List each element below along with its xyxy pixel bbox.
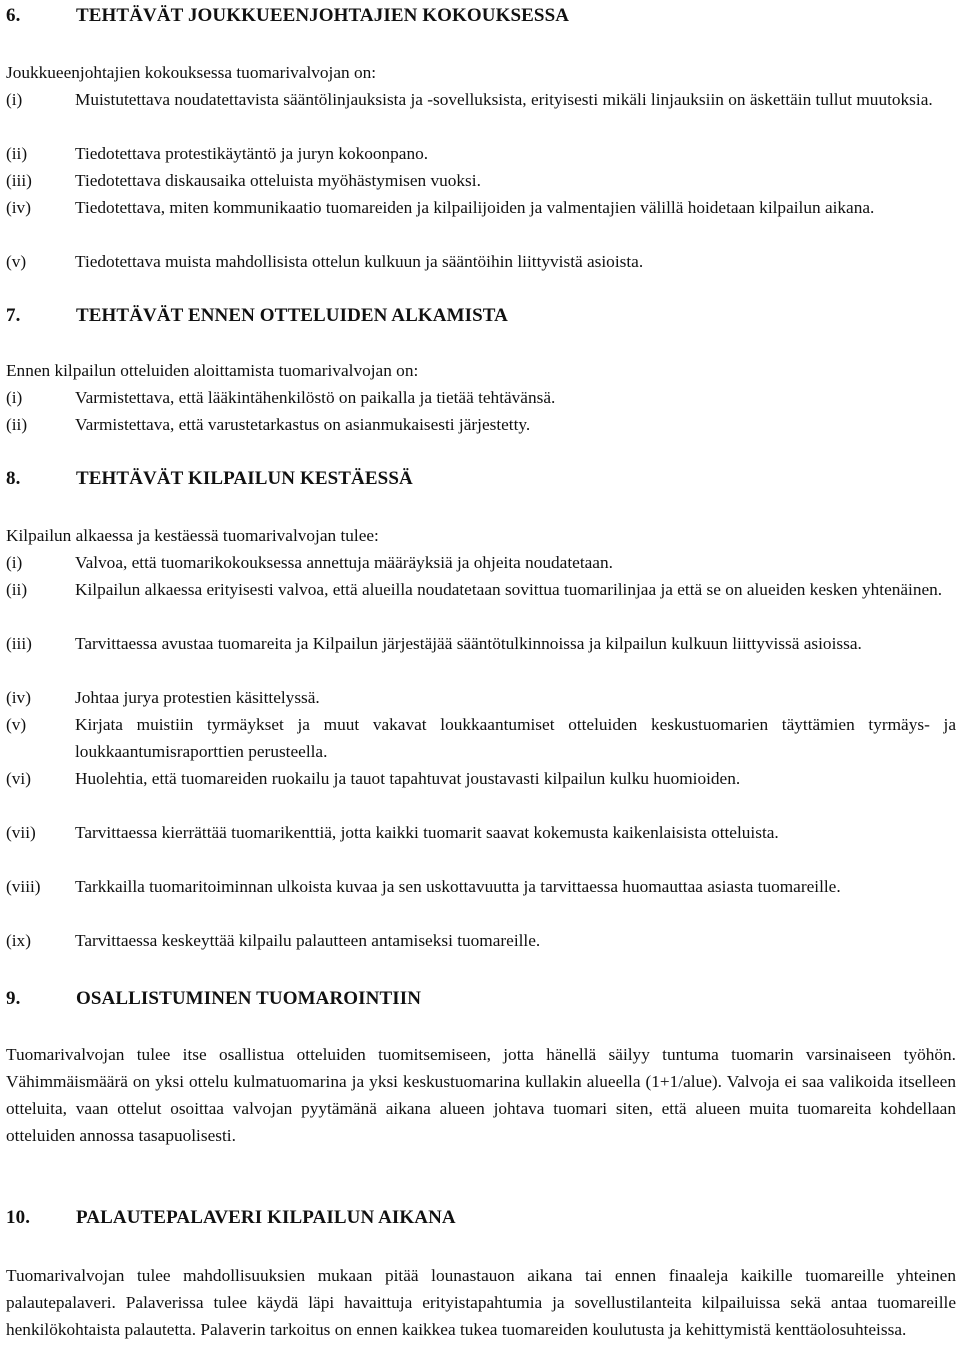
list-item-text: Tiedotettava muista mahdollisista ottelun kulkuun ja sääntöihin liittyvistä asioista. [75,252,644,271]
list-item [6,630,956,657]
list-item-text: Varmistettava, että lääkintähenkilöstö on paikalla ja tietää tehtävänsä. [75,388,556,407]
list-item-label: (ix) [6,931,31,950]
list-item-text: Tarkkailla tuomaritoiminnan ulkoista kuvaa ja sen uskottavuutta ja tarvittaessa huomauttaa asiasta tuomareille. [75,877,841,896]
section-intro: Kilpailun alkaessa ja kestäessä tuomarivalvojan tulee: [6,526,379,545]
section-number: 10. [6,1207,31,1228]
list-item [6,194,956,221]
list-item-label: (ii) [6,415,28,434]
list-item-label: (i) [6,90,23,109]
list-item-text: Tarvittaessa avustaa tuomareita ja Kilpailun järjestäjää sääntötulkinnoissa ja kilpailun kulkuun liittyvissä asioissa. [75,634,862,653]
list-item-text: Muistutettava noudatettavista sääntölinjauksista ja -sovelluksista, erityisesti mikäli linjauksiin on äskettäin tullut muutoksia. [75,90,933,109]
section-title: TEHTÄVÄT KILPAILUN KESTÄESSÄ [76,468,413,489]
list-item-label: (iv) [6,688,31,707]
section-title: TEHTÄVÄT ENNEN OTTELUIDEN ALKAMISTA [76,305,508,326]
list-item [6,384,956,411]
section-number: 9. [6,988,21,1009]
section-number: 7. [6,305,21,326]
list-item-text: Kilpailun alkaessa erityisesti valvoa, että alueilla noudatetaan sovittua tuomarilinjaa ja että se on alueiden kesken yhtenäinen. [75,580,943,599]
list-item-text: Tiedotettava, miten kommunikaatio tuomareiden ja kilpailijoiden ja valmentajien välillä hoidetaan kilpailun aikana. [75,198,875,217]
list-item [6,684,956,711]
section-heading-8 [6,465,413,492]
list-item-label: (ii) [6,144,28,163]
list-item [6,86,956,113]
section-heading-6 [6,2,569,29]
list-item-text: Valvoa, että tuomarikokouksessa annettuja määräyksiä ja ohjeita noudatetaan. [75,553,613,572]
section-intro: Ennen kilpailun otteluiden aloittamista tuomarivalvojan on: [6,361,419,380]
section-number: 8. [6,468,21,489]
list-item-label: (ii) [6,580,28,599]
list-item-label: (iv) [6,198,31,217]
list-item-text: Kirjata muistiin tyrmäykset ja muut vakavat loukkaantumiset otteluiden keskustuomarien täyttämien tyrmäys- ja loukkaantumisraporttien perusteella. [75,715,956,761]
list-item [6,411,956,438]
list-item-text: Tiedotettava diskausaika otteluista myöhästymisen vuoksi. [75,171,481,190]
list-item-label: (v) [6,715,27,734]
section-title: OSALLISTUMINEN TUOMAROINTIIN [76,988,422,1009]
list-item [6,819,956,846]
list-item-label: (vi) [6,769,31,788]
list-item [6,711,956,765]
list-item-text: Tiedotettava protestikäytäntö ja juryn kokoonpano. [75,144,429,163]
section-heading-9 [6,985,421,1012]
list-item-text: Varmistettava, että varustetarkastus on asianmukaisesti järjestetty. [75,415,531,434]
list-item-label: (vii) [6,823,36,842]
list-item [6,873,956,900]
list-item [6,765,956,792]
list-item-label: (iii) [6,171,32,190]
list-item-text: Huolehtia, että tuomareiden ruokailu ja tauot tapahtuvat joustavasti kilpailun kulku huomioiden. [75,769,741,788]
section-intro: Joukkueenjohtajien kokouksessa tuomarivalvojan on: [6,63,377,82]
list-item-text: Johtaa jurya protestien käsittelyssä. [75,688,320,707]
list-item-label: (i) [6,388,23,407]
section-paragraph: Tuomarivalvojan tulee mahdollisuuksien mukaan pitää lounastauon aikana tai ennen finaaleja kaikille tuomareille yhteinen palautepalaveri. Palaverissa tulee käydä läpi havaittuja erityistapahtumia ja sovellustilanteita kilpailuissa sekä antaa tuomareille henkilökohtaista palautetta. Palaverin tarkoitus on ennen kaikkea tukea tuomareiden koulutusta ja kehittymistä kenttäolosuhteissa. [6,1266,956,1339]
section-heading-7 [6,302,508,329]
list-item-text: Tarvittaessa keskeyttää kilpailu palautteen antamiseksi tuomareille. [75,931,541,950]
list-item [6,927,956,954]
list-item [6,140,956,167]
section-number: 6. [6,5,21,26]
section-heading-10 [6,1204,456,1231]
list-item [6,576,956,603]
list-item-text: Tarvittaessa kierrättää tuomarikenttiä, jotta kaikki tuomarit saavat kokemusta kaikenlaisista otteluista. [75,823,779,842]
list-item-label: (v) [6,252,27,271]
list-item [6,248,956,275]
list-item-label: (i) [6,553,23,572]
list-item-label: (iii) [6,634,32,653]
list-item [6,549,956,576]
section-paragraph: Tuomarivalvojan tulee itse osallistua otteluiden tuomitsemiseen, jotta hänellä säilyy tuntuma tuomarin varsinaiseen työhön. Vähimmäismäärä on yksi ottelu kulmatuomarina ja yksi keskustuomarina kullakin alueella (1+1/alue). Valvoja ei saa valikoida itselleen otteluita, vaan ottelut osoittaa valvojan pyytämänä aikana alueen johtava tuomari siten, että alueen muita tuomareita kohdellaan otteluiden annossa tasapuolisesti. [6,1045,956,1145]
section-title: PALAUTEPALAVERI KILPAILUN AIKANA [76,1207,456,1228]
list-item [6,167,956,194]
section-title: TEHTÄVÄT JOUKKUEENJOHTAJIEN KOKOUKSESSA [76,5,570,26]
list-item-label: (viii) [6,877,41,896]
